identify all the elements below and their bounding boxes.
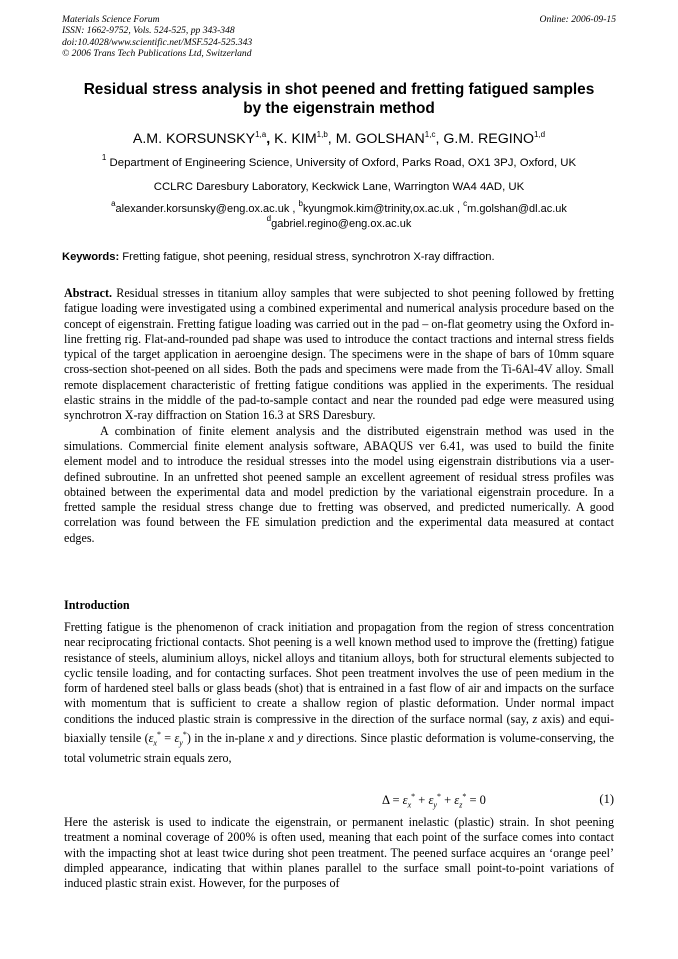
email-sup: d (266, 213, 272, 223)
email-b: kyungmok.kim@trinity,ox.ac.uk , (302, 203, 461, 215)
author-sup: 1,c (424, 130, 436, 139)
email-a: alexander.korsunsky@eng.ox.ac.uk , (115, 203, 296, 215)
intro-text-c: ) in the in-plane (186, 731, 265, 746)
journal-info (62, 14, 252, 60)
author-name: G.M. REGINO (443, 131, 534, 147)
introduction-paragraph-1 (64, 620, 614, 766)
equation-body: $\Delta = \varepsilon_x^* + \varepsilon_y^* + \varepsilon_z^* = 0$ (382, 792, 486, 810)
abstract-paragraph-1 (64, 286, 614, 424)
email-line-2 (40, 213, 638, 232)
page-header (62, 14, 616, 64)
introduction-heading: Introduction (64, 598, 130, 612)
email-sup: b (298, 199, 303, 208)
copyright: © 2006 Trans Tech Publications Ltd, Switzerland (62, 48, 252, 60)
equation-number: (1) (599, 792, 614, 806)
affiliation-2: CCLRC Daresbury Laboratory, Keckwick Lane, Warrington WA4 4AD, UK (153, 181, 525, 193)
author-sup: 1,d (534, 130, 546, 139)
y-symbol: y (297, 731, 304, 746)
paper-title (62, 80, 616, 118)
affiliation-sup: 1 (101, 153, 107, 162)
email-sup: c (463, 199, 468, 208)
email-sup: a (111, 199, 116, 208)
author-list (40, 130, 638, 148)
inline-equation: $\varepsilon_x^* = \varepsilon_y^*$ (148, 730, 187, 748)
author-sep: , (327, 131, 336, 147)
title-line-1: Residual stress analysis in shot peened and fretting fatigued samples (83, 81, 595, 98)
email-line-1 (40, 199, 638, 217)
author-name: K. KIM (274, 131, 317, 147)
journal-name: Materials Science Forum (62, 14, 160, 25)
online-date: Online: 2006-09-15 (539, 14, 616, 25)
author-sep: , (435, 131, 444, 147)
affiliation-1 (40, 153, 638, 170)
author-name: A.M. KORSUNSKY (132, 131, 256, 147)
intro-paragraph-2-text: Here the asterisk is used to indicate the eigenstrain, or permanent inelastic (plastic) strain. In shot peening treatment a nominal coverage of 200% is often used, meaning that each point of the surface comes into contact with the impacting shot at least twice during shot peen treatment. The peened surface acquires an ‘orange peel’ dimpled appearance, indicating that within planes parallel to the surface small point-to-point variations of induced plastic strain exist. However, for the purposes of (64, 815, 614, 891)
email-block (40, 199, 638, 231)
author-sep: , (266, 131, 275, 147)
affiliation-text: Department of Engineering Science, University of Oxford, Parks Road, OX1 3PJ, Oxford, UK (106, 157, 577, 169)
abstract-text-1: Residual stresses in titanium alloy samples that were subjected to shot peening followed by fretting fatigue loading were investigated using a combined experimental and numerical analysis procedure based on the concept of eigenstrain. Fretting fatigue loading was carried out in the pad – on-flat geometry using the Oxford in-line fretting rig. Flat-and-rounded pad shape was used to introduce the contact tractions and internal stress fields typical of the target application in aeroengine design. The specimens were in the shape of bars of 10mm square cross-section shot-peened on all sides. Both the pads and specimens were made from the Ti-6Al-4V alloy. Small remote displacement characteristic of fretting fatigue conditions was applied in the experiments. The residual elastic strains in the middle of the pad-to-sample contact and near the rounded pad edge were measured using synchrotron X-ray diffraction on Station 16.3 at SRS Daresbury. (64, 286, 614, 423)
abstract-label: Abstract. (64, 286, 113, 300)
author-name: M. GOLSHAN (335, 131, 425, 147)
keywords (62, 250, 638, 264)
intro-text-b: axis) and equi-biaxially tensile ( (64, 711, 614, 746)
x-symbol: x (268, 731, 274, 746)
abstract (64, 286, 614, 546)
abstract-paragraph-2: A combination of finite element analysis and the distributed eigenstrain method was used in the simulations. Commercial finite element analysis software, ABAQUS ver 6.41, was used to build the finite element model and to introduce the residual stresses into the model using eigenstrain distributions via a user-defined subroutine. In an unfretted shot peened sample an excellent agreement of residual stress profiles was obtained between the experimental data and model prediction by the variational eigenstrain procedure. In a fretted sample the residual stress change due to fretting was observed, and predicted numerically. A good correlation was found between the FE simulation prediction and the experimental data measured at contact edges. (64, 423, 614, 545)
z-axis-symbol: z (532, 711, 538, 726)
intro-text (64, 620, 614, 766)
equation-1 (64, 792, 614, 808)
introduction-paragraph-2 (64, 815, 614, 891)
and-text: and (273, 731, 298, 746)
intro-text-a: Fretting fatigue is the phenomenon of crack initiation and propagation from the region of stress concentration near reciprocating frictional contacts. Shot peening is a well known method used to improve the (fretting) fatigue resistance of steels, aluminium alloys, nickel alloys and titanium alloys, both for structural elements subjected to cyclic tensile loading, and for contacting surfaces. Shot peen treatment involves the use of peen medium in the form of hardened steel balls or glass beads (shot) that is entrained in a fast flow of air and impacts on the surface with momentum that is sufficient to create a shallow region of plastic deformation. Under normal impact conditions the induced plastic strain is compressive in the direction of the surface normal (say, (64, 620, 614, 726)
email-c: m.golshan@dl.ac.uk (467, 203, 567, 215)
author-sup: 1,a (255, 130, 267, 139)
keywords-text: Fretting fatigue, shot peening, residual stress, synchrotron X-ray diffraction. (119, 251, 495, 263)
doi: doi:10.4028/www.scientific.net/MSF.524-525.343 (62, 36, 253, 48)
keywords-label: Keywords: (62, 251, 120, 263)
author-sup: 1,b (316, 130, 328, 139)
intro-text-d: directions. Since plastic deformation is volume-conserving, the total volumetric strain equals zero, (64, 731, 614, 765)
email-d: gabriel.regino@eng.ox.ac.uk (271, 217, 412, 230)
title-line-2: by the eigenstrain method (243, 100, 435, 117)
issn: ISSN: 1662-9752, Vols. 524-525, pp 343-348 (62, 25, 235, 37)
